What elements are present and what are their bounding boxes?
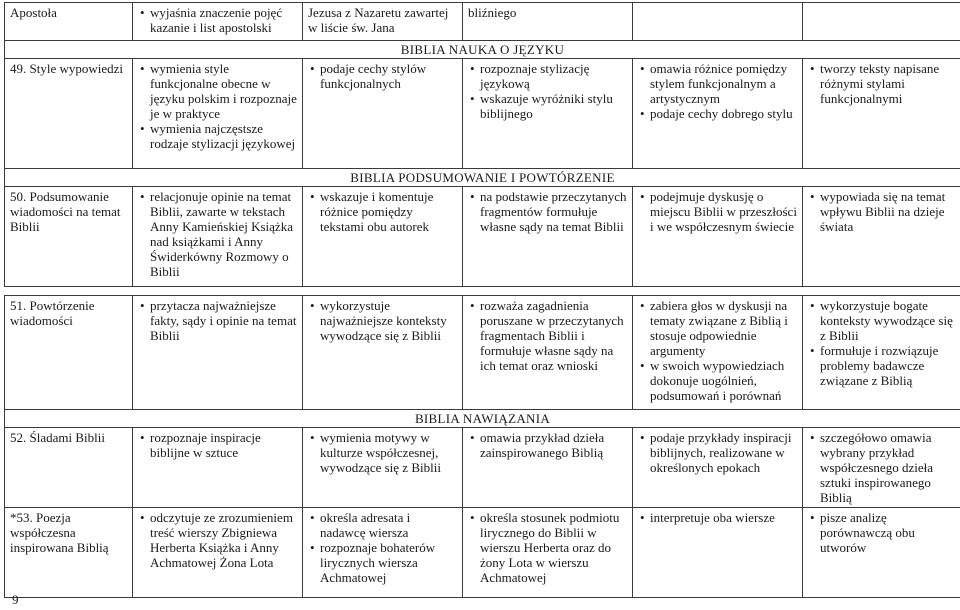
list-item: • przytacza najważniejsze fakty, sądy i opinie na temat Biblii: [150, 298, 298, 343]
good-cell: [463, 59, 633, 169]
list-item: • rozpoznaje inspiracje biblijne w sztuce: [150, 430, 298, 460]
list-item: • wymienia najczęstsze rodzaje stylizacji językowej: [150, 121, 298, 151]
list-item: • podaje cechy dobrego stylu: [650, 106, 798, 121]
criteria-list: [638, 189, 798, 234]
list-item: • podaje przykłady inspiracji biblijnych, realizowane w określonych epokach: [650, 430, 798, 475]
list-item: • zabiera głos w dyskusji na tematy związane z Biblią i stosuje odpowiednie argumenty: [650, 298, 798, 358]
extended-cell: [303, 428, 463, 508]
criteria-list: [138, 510, 298, 570]
criteria-list: [638, 61, 798, 121]
table-row: [5, 59, 960, 169]
excellent-cell: [803, 508, 960, 598]
list-item: • podejmuje dyskusję o miejscu Biblii w przeszłości i we współczesnym świecie: [650, 189, 798, 234]
basic-cell: [133, 187, 303, 287]
criteria-list: [308, 298, 458, 343]
excellent-cell: [803, 428, 960, 508]
good-cell: [463, 296, 633, 410]
list-item: • określa adresata i nadawcę wiersza: [320, 510, 458, 540]
extended-cell: Jezusa z Nazaretu zawartej w liście św. Jana: [303, 3, 463, 41]
list-item: • pisze analizę porównawczą obu utworów: [820, 510, 956, 555]
basic-cell: [133, 428, 303, 508]
very-good-cell: [633, 3, 803, 41]
excellent-cell: [803, 296, 960, 410]
competency-table-bottom: [4, 295, 960, 598]
list-item: • wymienia motywy w kulturze współczesnej, wywodzące się z Biblii: [320, 430, 458, 475]
section-row: [5, 169, 960, 187]
good-cell: [463, 187, 633, 287]
list-item: • formułuje i rozwiązuje problemy badawcze związane z Biblią: [820, 343, 956, 388]
criteria-list: [468, 61, 628, 121]
list-item: • rozważa zagadnienia poruszane w przeczytanych fragmentach Biblii i formułuje własne sądy na ich temat oraz wnioski: [480, 298, 628, 373]
lesson-cell: 50. Podsumowanie wiadomości na temat Biblii: [5, 187, 133, 287]
list-item: • omawia przykład dzieła zainspirowanego Biblią: [480, 430, 628, 460]
criteria-list: [638, 510, 798, 525]
good-cell: bliźniego: [463, 3, 633, 41]
criteria-list: [308, 510, 458, 585]
lesson-cell: 52. Śladami Biblii: [5, 428, 133, 508]
criteria-list: [138, 430, 298, 460]
list-item: • odczytuje ze zrozumieniem treść wierszy Zbigniewa Herberta Książka i Anny Achmatowej Żona Lota: [150, 510, 298, 570]
list-item: • szczegółowo omawia wybrany przykład współczesnego dzieła sztuki inspirowanego Biblią: [820, 430, 956, 505]
table-row: [5, 3, 960, 41]
very-good-cell: [633, 296, 803, 410]
list-item: • relacjonuje opinie na temat Biblii, zawarte w tekstach Anny Kamieńskiej Książka nad książkami i Anny Świderkówny Rozmowy o Biblii: [150, 189, 298, 279]
competency-table-top: [4, 2, 960, 287]
criteria-list: [138, 189, 298, 279]
lesson-cell: 49. Style wypowiedzi: [5, 59, 133, 169]
basic-cell: [133, 3, 303, 41]
criteria-list: [138, 5, 298, 35]
extended-cell: [303, 187, 463, 287]
lesson-cell: 51. Powtórzenie wiadomości: [5, 296, 133, 410]
extended-cell: [303, 508, 463, 598]
very-good-cell: [633, 187, 803, 287]
list-item: • omawia różnice pomiędzy stylem funkcjonalnym a artystycznym: [650, 61, 798, 106]
list-item: • wypowiada się na temat wpływu Biblii na dzieje świata: [820, 189, 956, 234]
criteria-list: [468, 298, 628, 373]
lesson-cell: Apostoła: [5, 3, 133, 41]
section-row: [5, 41, 960, 59]
criteria-list: [808, 430, 956, 505]
list-item: • interpretuje oba wiersze: [650, 510, 798, 525]
criteria-list: [808, 510, 956, 555]
criteria-list: [638, 430, 798, 475]
very-good-cell: [633, 508, 803, 598]
extended-cell: [303, 59, 463, 169]
page-number: 9: [12, 592, 19, 607]
list-item: • określa stosunek podmiotu lirycznego do Biblii w wierszu Herberta oraz do żony Lota w wierszu Achmatowej: [480, 510, 628, 585]
excellent-cell: [803, 187, 960, 287]
criteria-list: [308, 189, 458, 234]
table-row: [5, 296, 960, 410]
lesson-cell: *53. Poezja współczesna inspirowana Biblią: [5, 508, 133, 598]
very-good-cell: [633, 428, 803, 508]
criteria-list: [808, 61, 956, 106]
excellent-cell: [803, 3, 960, 41]
criteria-list: [468, 189, 628, 234]
basic-cell: [133, 508, 303, 598]
table-row: [5, 187, 960, 287]
table-row: [5, 508, 960, 598]
good-cell: [463, 428, 633, 508]
excellent-cell: [803, 59, 960, 169]
list-item: • rozpoznaje bohaterów lirycznych wiersza Achmatowej: [320, 540, 458, 585]
very-good-cell: [633, 59, 803, 169]
basic-cell: [133, 296, 303, 410]
list-item: • na podstawie przeczytanych fragmentów formułuje własne sądy na temat Biblii: [480, 189, 628, 234]
criteria-list: [468, 430, 628, 460]
criteria-list: [138, 61, 298, 151]
list-item: • wykorzystuje najważniejsze konteksty wywodzące się z Biblii: [320, 298, 458, 343]
list-item: • wymienia style funkcjonalne obecne w języku polskim i rozpoznaje je w praktyce: [150, 61, 298, 121]
list-item: • wskazuje wyróżniki stylu biblijnego: [480, 91, 628, 121]
criteria-list: [308, 61, 458, 91]
list-item: • wykorzystuje bogate konteksty wywodzące się z Biblii: [820, 298, 956, 343]
list-item: • podaje cechy stylów funkcjonalnych: [320, 61, 458, 91]
section-heading: BIBLIA NAUKA O JĘZYKU: [5, 41, 960, 59]
criteria-list: [468, 510, 628, 585]
list-item: • rozpoznaje stylizację językową: [480, 61, 628, 91]
criteria-list: [638, 298, 798, 403]
table-row: [5, 428, 960, 508]
list-item: • wyjaśnia znaczenie pojęć kazanie i list apostolski: [150, 5, 298, 35]
criteria-list: [308, 430, 458, 475]
list-item: • wskazuje i komentuje różnice pomiędzy tekstami obu autorek: [320, 189, 458, 234]
section-heading: BIBLIA PODSUMOWANIE I POWTÓRZENIE: [5, 169, 960, 187]
section-heading: BIBLIA NAWIĄZANIA: [5, 410, 960, 428]
extended-cell: [303, 296, 463, 410]
criteria-list: [808, 189, 956, 234]
section-row: [5, 410, 960, 428]
list-item: • tworzy teksty napisane różnymi stylami funkcjonalnymi: [820, 61, 956, 106]
basic-cell: [133, 59, 303, 169]
criteria-list: [138, 298, 298, 343]
good-cell: [463, 508, 633, 598]
list-item: • w swoich wypowiedziach dokonuje uogólnień, podsumowań i porównań: [650, 358, 798, 403]
criteria-list: [808, 298, 956, 388]
